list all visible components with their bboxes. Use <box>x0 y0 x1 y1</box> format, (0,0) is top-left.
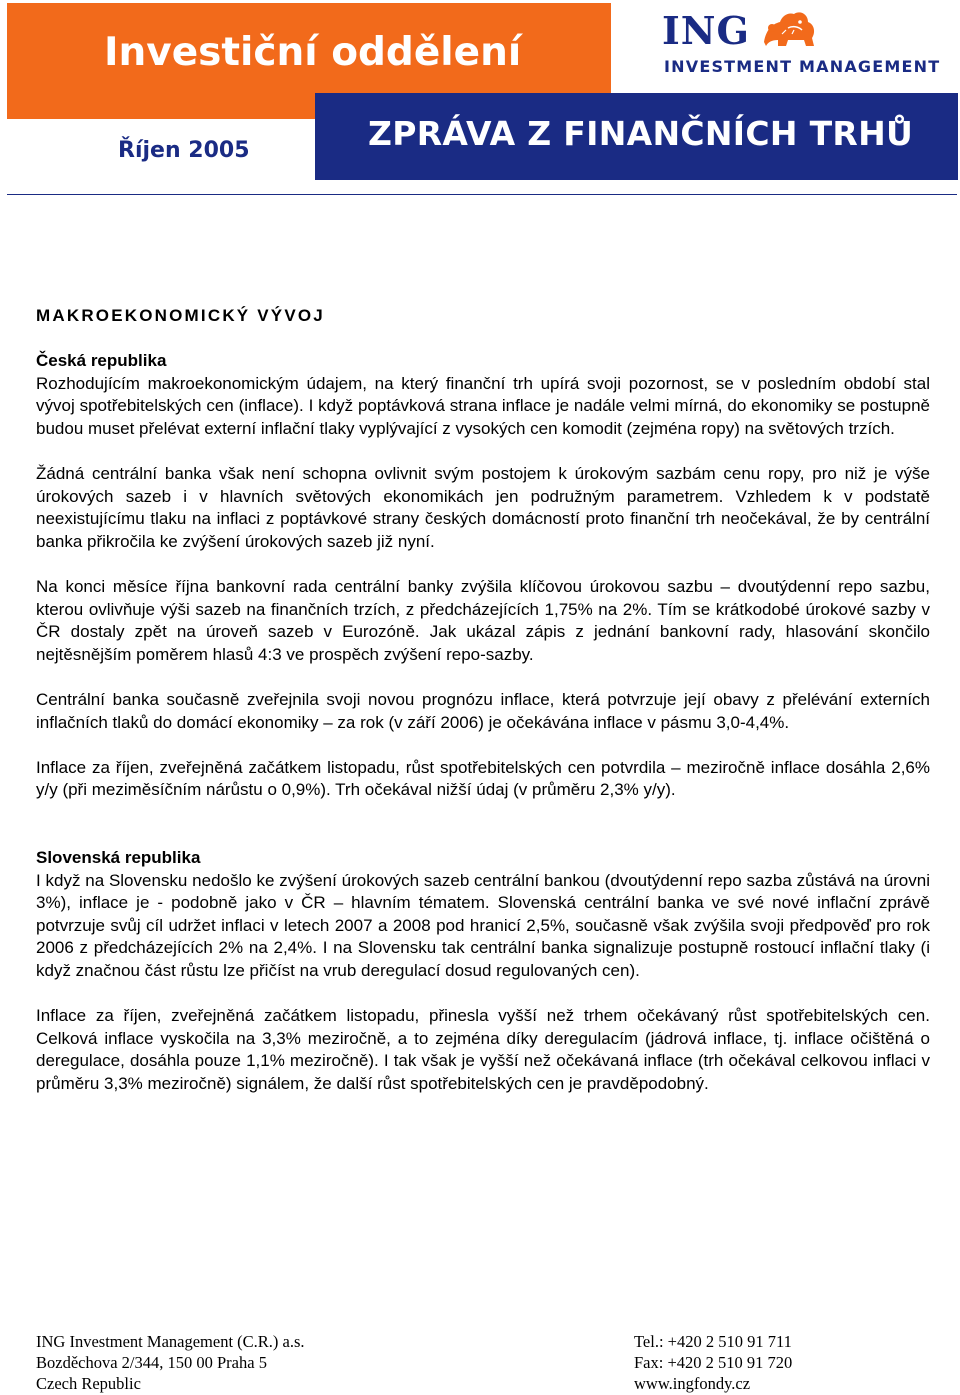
cz-heading: Česká republika <box>36 351 167 370</box>
footer-tel: Tel.: +420 2 510 91 711 <box>634 1332 792 1351</box>
department-title: Investiční oddělení <box>104 30 522 75</box>
header-divider <box>7 194 957 195</box>
cz-paragraph-3: Na konci měsíce října bankovní rada centrální banky zvýšila klíčovou úrokovou sazbu – dvoutýdenní repo sazbu, kterou ovlivňuje výši sazeb na finančních trzích, z předcházejících 1,75% na 2%. Tím se krátkodobé úrokové sazby v ČR dostaly zpět na úroveň sazeb v Eurozóně. Jak ukázal zápis z jednání bankovní rady, hlasování skončilo nejtěsnějším poměrem hlasů 4:3 ve prospěch zvýšení repo-sazby. <box>36 576 930 664</box>
footer-web-link[interactable]: www.ingfondy.cz <box>634 1374 751 1393</box>
sk-paragraph-2: Inflace za říjen, zveřejněná začátkem listopadu, přinesla vyšší než trhem očekávaný růst spotřebitelských cen. Celková inflace vyskočila na 3,3% meziročně, a to zejména díky deregulacím (jádrová inflace, tj. inflace očištěná o deregulace, dosáhla pouze 1,1% meziročně). I tak však je vyšší než očekávaná inflace (trh očekával celkovou inflaci v průměru 3,3% meziročně) signálem, že další růst spotřebitelských cen je pravděpodobný. <box>36 1006 930 1093</box>
footer-street: Bozděchova 2/344, 150 00 Praha 5 <box>36 1353 267 1372</box>
cz-paragraph-4: Centrální banka současně zveřejnila svoji novou prognózu inflace, která potvrzuje její obavy z přelévání externích inflačních tlaků do domácí ekonomiky – za rok (v září 2006) je očekávána inflace v pásmu 3,0-4,4%. <box>36 689 930 732</box>
footer-contact <box>634 1331 792 1394</box>
logo-subtitle: INVESTMENT MANAGEMENT <box>664 57 941 76</box>
report-date: Říjen 2005 <box>118 138 250 163</box>
cz-paragraph-1: Rozhodujícím makroekonomickým údajem, na který finanční trh upírá svoji pozornost, se v posledním období stal vývoj spotřebitelských cen (inflace). I když poptávková strana inflace je nadále velmi mírná, do ekonomiky se postupně budou muset přelévat externí inflační tlaky vyplývající z vysokých cen komodit (zejména ropy) na světových trzích. <box>36 373 930 438</box>
cz-paragraph-5: Inflace za říjen, zveřejněná začátkem listopadu, růst spotřebitelských cen potvrdila – meziročně inflace dosáhla 2,6% y/y (při meziměsíčním nárůstu o 0,9%). Trh očekával nižší údaj (v průměru 2,3% y/y). <box>36 757 930 800</box>
cz-paragraph-2: Žádná centrální banka však není schopna ovlivnit svým postojem k úrokovým sazbám cenu ropy, pro niž je výše úrokových sazeb i v hlavních světových ekonomikách jen podružným parametrem. Vzhledem k v podstatě neexistujícímu tlaku na inflaci z poptávkové strany českých domácností proto finanční trh neočekával, že by centrální banka přikročila ke zvýšení úrokových sazeb již nyní. <box>36 463 930 551</box>
ing-logo <box>662 8 958 80</box>
logo-wordmark: ING <box>662 8 750 53</box>
sk-paragraph-1: I když na Slovensku nedošlo ke zvýšení úrokových sazeb centrální bankou (dvoutýdenní repo sazba zůstává na úrovni 3%), inflace je - podobně jako v ČR – hlavním tématem. Slovenská centrální banka ve své nové inflační zprávě potvrzuje svůj cíl udržet inflaci v letech 2007 a 2008 pod hranicí 2,5%, současně však zvýšila svoji předpověď pro rok 2006 z předcházejících 2% na 2,4%. I na Slovensku tak centrální banka signalizuje postupně rostoucí inflační tlaky (i když značnou část růstu lze přičíst na vrub deregulací dosud regulovaných cen). <box>36 870 930 981</box>
footer-address <box>36 1331 305 1394</box>
sk-heading: Slovenská republika <box>36 848 201 868</box>
footer-company: ING Investment Management (C.R.) a.s. <box>36 1332 305 1351</box>
report-title: ZPRÁVA Z FINANČNÍCH TRHŮ <box>368 114 914 153</box>
section-title: MAKROEKONOMICKÝ VÝVOJ <box>36 306 325 325</box>
lion-icon <box>758 8 820 50</box>
report-body <box>36 350 930 1096</box>
footer-fax: Fax: +420 2 510 91 720 <box>634 1353 793 1372</box>
footer-country: Czech Republic <box>36 1374 141 1393</box>
